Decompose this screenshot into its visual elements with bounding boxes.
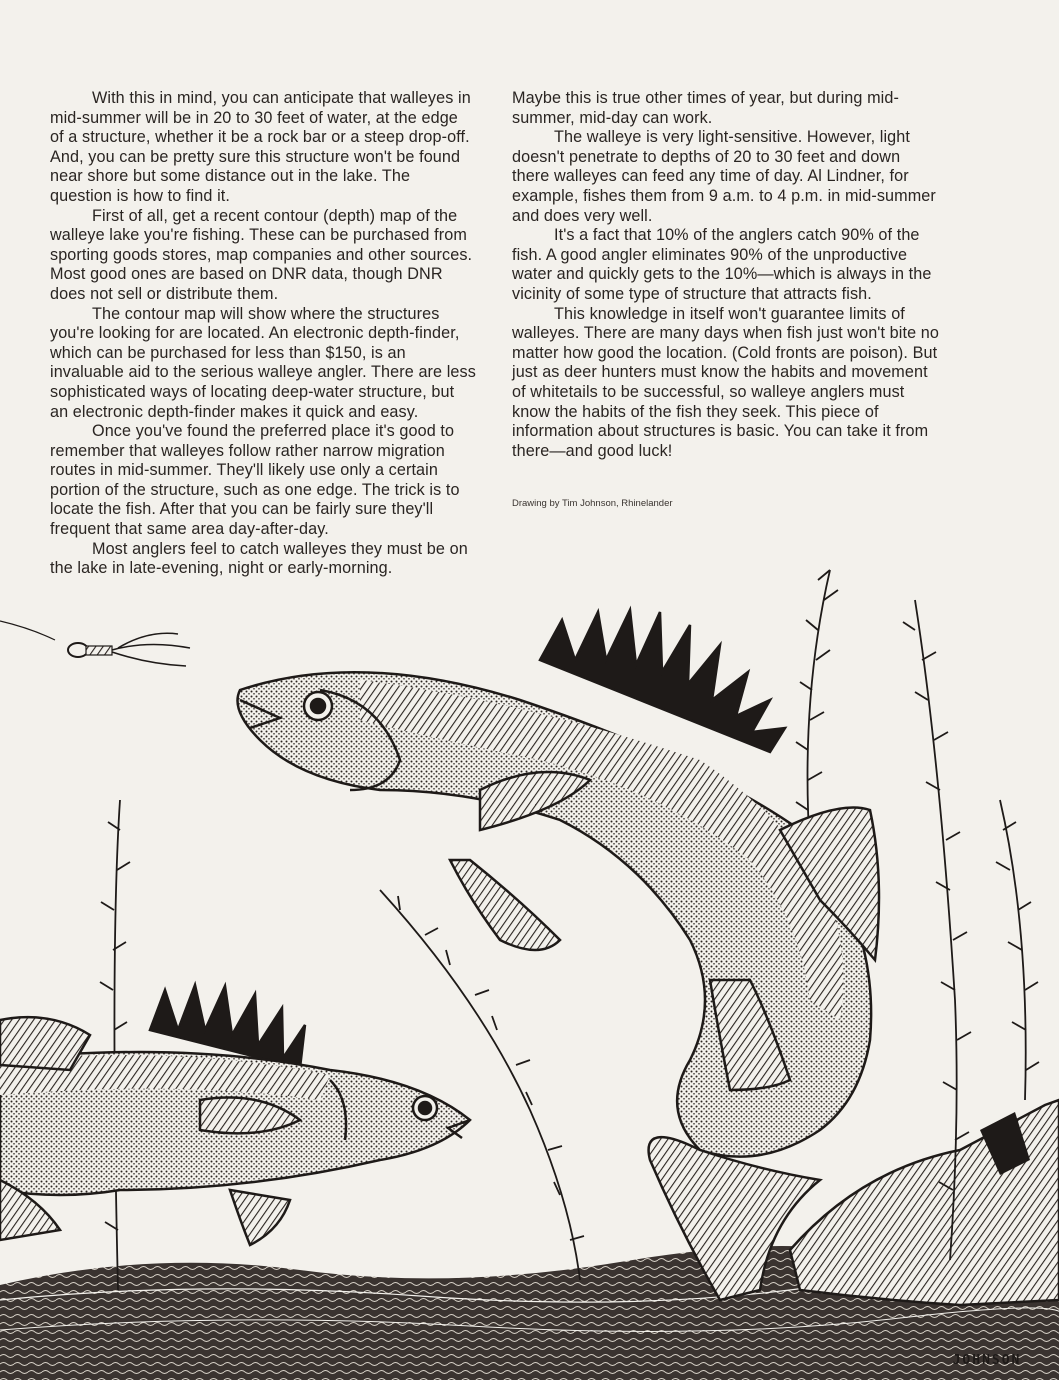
paragraph: This knowledge in itself won't guarantee limits of walleyes. There are many days when fish just won't bite no matter how good the location. (Cold fronts are poison). But just as deer hunters must know the habits and movement of whitetails to be successful, so walleye anglers must know the habits of the fish they seek. This piece of information about structures is basic. You can take it from there—and good luck! (512, 304, 939, 460)
paragraph: First of all, get a recent contour (depth) map of the walleye lake you're fishing. These can be purchased from sporting goods stores, map companies and other sources. Most good ones are based on DNR data, though DNR does not sell or distribute them. (50, 206, 473, 303)
lure (68, 633, 190, 666)
paragraph: Maybe this is true other times of year, but during mid-summer, mid-day can work. (512, 89, 899, 127)
artist-signature: JOHNSON (952, 1353, 1022, 1368)
paragraph: The walleye is very light-sensitive. However, light doesn't penetrate to depths of 20 to 30 feet and down there walleyes can feed any time of day. Al Lindner, for example, fishes them from 9 a.m. to 4 p.m. in mid-summer and does very well. (512, 128, 936, 225)
paragraph: Most anglers feel to catch walleyes they must be on the lake in late-evening, night or early-morning. (50, 539, 468, 578)
paragraph: With this in mind, you can anticipate that walleyes in mid-summer will be in 20 to 30 feet of water, at the edge of a structure, whether it be a rock bar or a steep drop-off. And, you can be pretty sure this structure won't be found near shore but some distance out in the lake. The question is how to find it. (50, 89, 471, 205)
paragraph: The contour map will show where the structures you're looking for are located. An electronic depth-finder, which can be purchased for less than $150, is an invaluable aid to the serious walleye angler. There are less sophisticated ways of locating deep-water structure, but an electronic depth-finder makes it quick and easy. (50, 304, 476, 421)
walleye-large (238, 610, 880, 1300)
paragraph: It's a fact that 10% of the anglers catch 90% of the fish. A good angler eliminates 90% of the unproductive water and quickly gets to the 10%—which is always in the vicinity of some type of structure that attracts fish. (512, 226, 932, 303)
walleye-small (0, 985, 470, 1245)
illustration-credit: Drawing by Tim Johnson, Rhinelander (512, 498, 673, 509)
paragraph: Once you've found the preferred place it's good to remember that walleyes follow rather narrow migration routes in mid-summer. They'll likely use only a certain portion of the structure, such as one edge. The trick is to locate the fish. After that you can be fairly sure they'll frequent that same area day-after-day. (50, 422, 460, 539)
